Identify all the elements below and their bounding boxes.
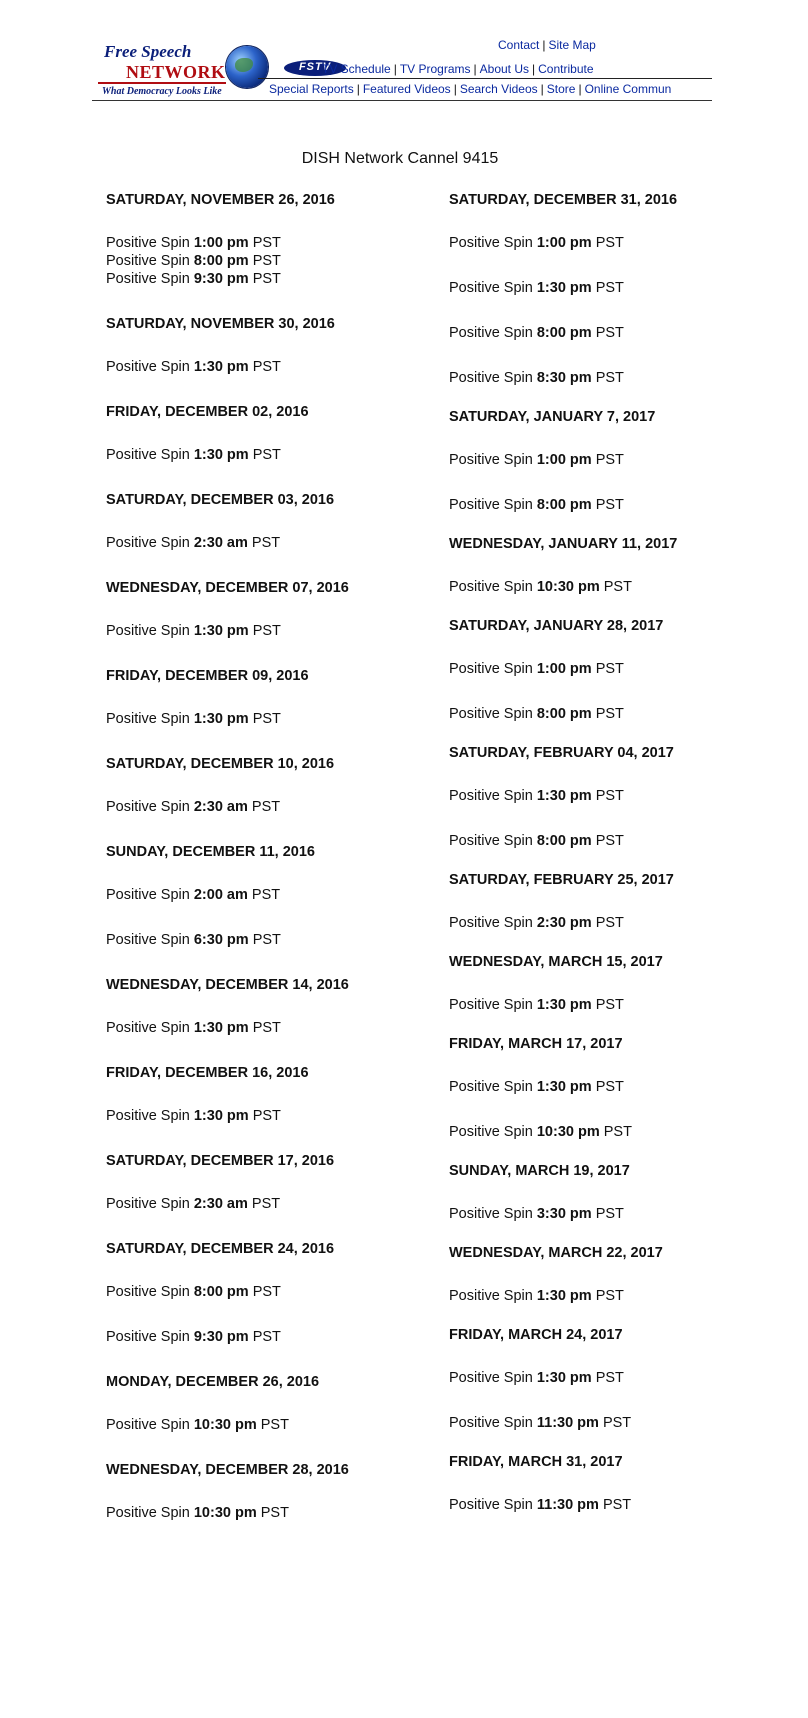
airing-time: 8:00 pm (536, 325, 592, 341)
schedule-date-heading: FRIDAY, DECEMBER 09, 2016 (106, 668, 309, 684)
nav-separator: | (453, 82, 457, 96)
schedule-airing (106, 1020, 281, 1036)
schedule-date-heading: WEDNESDAY, DECEMBER 28, 2016 (106, 1462, 349, 1478)
airing-time: 1:30 pm (193, 623, 249, 639)
schedule-airing (106, 623, 281, 639)
schedule-date-heading: SUNDAY, DECEMBER 11, 2016 (106, 844, 315, 860)
nav-secondary (269, 82, 671, 96)
nav-link-contact[interactable]: Contact (498, 38, 540, 52)
timezone-label: PST (599, 1124, 632, 1140)
nav-link-tv-programs[interactable]: TV Programs (399, 62, 471, 76)
airing-time: 1:30 pm (193, 1108, 249, 1124)
airing-time: 1:30 pm (536, 1079, 592, 1095)
nav-separator: | (542, 38, 546, 52)
airing-time: 3:30 pm (536, 1206, 592, 1222)
schedule-airing (449, 997, 624, 1013)
airing-time: 2:30 am (193, 1196, 248, 1212)
schedule-airing (106, 1108, 281, 1124)
timezone-label: PST (248, 359, 281, 375)
schedule-date-heading: FRIDAY, DECEMBER 02, 2016 (106, 404, 309, 420)
schedule-airing (449, 1124, 632, 1140)
nav-link-featured-videos[interactable]: Featured Videos (362, 82, 451, 96)
nav-link-contribute[interactable]: Contribute (538, 62, 594, 76)
schedule-airing (106, 1196, 280, 1212)
schedule-date-heading: WEDNESDAY, MARCH 15, 2017 (449, 954, 663, 970)
site-header (92, 38, 712, 116)
program-name: Positive Spin (449, 1288, 537, 1304)
schedule-date-heading: WEDNESDAY, MARCH 22, 2017 (449, 1245, 663, 1261)
airing-time: 8:30 pm (536, 370, 592, 386)
schedule-date-heading: SATURDAY, NOVEMBER 26, 2016 (106, 192, 335, 208)
program-name: Positive Spin (106, 799, 194, 815)
program-name: Positive Spin (449, 833, 537, 849)
program-name: Positive Spin (106, 535, 194, 551)
program-name: Positive Spin (106, 271, 194, 287)
schedule-airing (106, 1505, 289, 1521)
schedule-airing (449, 1079, 624, 1095)
schedule-airing (106, 253, 281, 269)
logo-divider (98, 82, 226, 84)
airing-time: 1:30 pm (536, 1370, 592, 1386)
airing-time: 2:00 am (193, 887, 248, 903)
program-name: Positive Spin (449, 370, 537, 386)
schedule-date-heading: FRIDAY, MARCH 24, 2017 (449, 1327, 623, 1343)
airing-time: 8:00 pm (536, 497, 592, 513)
schedule-airing (449, 370, 624, 386)
timezone-label: PST (591, 1288, 624, 1304)
program-name: Positive Spin (449, 788, 537, 804)
schedule-airing (106, 1329, 281, 1345)
program-name: Positive Spin (106, 1329, 194, 1345)
schedule-airing (449, 706, 624, 722)
airing-time: 1:30 pm (536, 280, 592, 296)
airing-time: 10:30 pm (536, 579, 600, 595)
channel-title-text: DISH Network Cannel 9415 (301, 150, 499, 167)
airing-time: 1:30 pm (193, 447, 249, 463)
schedule-date-heading: FRIDAY, DECEMBER 16, 2016 (106, 1065, 309, 1081)
schedule-airing (106, 887, 280, 903)
schedule-airing (106, 711, 281, 727)
schedule-date-heading: FRIDAY, MARCH 17, 2017 (449, 1036, 623, 1052)
timezone-label: PST (599, 579, 632, 595)
airing-time: 8:00 pm (193, 253, 249, 269)
schedule-airing (106, 235, 281, 251)
program-name: Positive Spin (449, 1079, 537, 1095)
timezone-label: PST (591, 497, 624, 513)
timezone-label: PST (256, 1417, 289, 1433)
timezone-label: PST (591, 1206, 624, 1222)
airing-time: 1:00 pm (193, 235, 249, 251)
schedule-airing (449, 833, 624, 849)
airing-time: 1:30 pm (193, 1020, 249, 1036)
schedule-date-heading: SATURDAY, FEBRUARY 25, 2017 (449, 872, 674, 888)
airing-time: 1:00 pm (536, 235, 592, 251)
airing-time: 8:00 pm (536, 833, 592, 849)
header-bottom-rule (92, 100, 712, 101)
airing-time: 8:00 pm (193, 1284, 249, 1300)
program-name: Positive Spin (106, 1108, 194, 1124)
airing-time: 10:30 pm (193, 1417, 257, 1433)
nav-separator: | (393, 62, 397, 76)
nav-separator: | (578, 82, 582, 96)
schedule-airing (449, 280, 624, 296)
schedule-airing (106, 359, 281, 375)
schedule-airing (449, 915, 624, 931)
logo-network: NETWORK (126, 62, 226, 82)
globe-icon (226, 46, 268, 88)
airing-time: 1:30 pm (536, 1288, 592, 1304)
timezone-label: PST (248, 932, 281, 948)
timezone-label: PST (591, 235, 624, 251)
timezone-label: PST (248, 235, 281, 251)
nav-main (322, 62, 594, 76)
nav-top (498, 38, 596, 52)
program-name: Positive Spin (449, 1497, 537, 1513)
schedule-airing (106, 447, 281, 463)
airing-time: 1:30 pm (536, 788, 592, 804)
program-name: Positive Spin (449, 1415, 537, 1431)
timezone-label: PST (248, 271, 281, 287)
timezone-label: PST (248, 1329, 281, 1345)
airing-time: 10:30 pm (193, 1505, 257, 1521)
timezone-label: PST (591, 833, 624, 849)
schedule-airing (449, 325, 624, 341)
program-name: Positive Spin (449, 497, 537, 513)
fstv-badge-text: FSTV (298, 61, 332, 73)
schedule-airing (449, 1415, 631, 1431)
nav-link-about-us[interactable]: About Us (479, 62, 530, 76)
schedule-airing (449, 579, 632, 595)
nav-link-store[interactable]: Store (546, 82, 576, 96)
schedule-airing (449, 661, 624, 677)
schedule-airing (449, 497, 624, 513)
program-name: Positive Spin (106, 932, 194, 948)
program-name: Positive Spin (106, 887, 194, 903)
program-name: Positive Spin (449, 579, 537, 595)
timezone-label: PST (248, 1020, 281, 1036)
airing-time: 1:30 pm (193, 711, 249, 727)
schedule-date-heading: FRIDAY, MARCH 31, 2017 (449, 1454, 623, 1470)
airing-time: 11:30 pm (536, 1497, 599, 1513)
schedule-date-heading: SATURDAY, DECEMBER 03, 2016 (106, 492, 335, 508)
airing-time: 1:00 pm (536, 661, 592, 677)
schedule-airing (106, 1417, 289, 1433)
airing-time: 1:30 pm (193, 359, 249, 375)
timezone-label: PST (591, 452, 624, 468)
schedule-airing (449, 788, 624, 804)
timezone-label: PST (591, 915, 624, 931)
schedule-airing (106, 271, 281, 287)
nav-link-search-videos[interactable]: Search Videos (459, 82, 538, 96)
airing-time: 2:30 pm (536, 915, 592, 931)
timezone-label: PST (591, 280, 624, 296)
schedule-date-heading: SATURDAY, JANUARY 28, 2017 (449, 618, 664, 634)
schedule-date-heading: SATURDAY, DECEMBER 24, 2016 (106, 1241, 335, 1257)
schedule-date-heading: SATURDAY, DECEMBER 17, 2016 (106, 1153, 335, 1169)
timezone-label: PST (248, 1108, 281, 1124)
schedule-date-heading: WEDNESDAY, JANUARY 11, 2017 (449, 536, 678, 552)
program-name: Positive Spin (449, 1206, 537, 1222)
program-name: Positive Spin (449, 1124, 537, 1140)
timezone-label: PST (591, 370, 624, 386)
airing-time: 9:30 pm (193, 1329, 249, 1345)
schedule-airing (449, 1497, 631, 1513)
timezone-label: PST (256, 1505, 289, 1521)
program-name: Positive Spin (106, 1417, 194, 1433)
timezone-label: PST (591, 788, 624, 804)
airing-time: 6:30 pm (193, 932, 249, 948)
timezone-label: PST (248, 711, 281, 727)
schedule-airing (449, 1288, 624, 1304)
timezone-label: PST (591, 706, 624, 722)
program-name: Positive Spin (449, 706, 537, 722)
schedule-date-heading: SATURDAY, DECEMBER 31, 2016 (449, 192, 678, 208)
program-name: Positive Spin (449, 235, 537, 251)
program-name: Positive Spin (106, 447, 194, 463)
program-name: Positive Spin (106, 1505, 194, 1521)
program-name: Positive Spin (106, 359, 194, 375)
schedule-date-heading: SATURDAY, FEBRUARY 04, 2017 (449, 745, 674, 761)
logo-tagline: What Democracy Looks Like (102, 86, 222, 97)
airing-time: 10:30 pm (536, 1124, 600, 1140)
schedule-airing (449, 452, 624, 468)
free-speech-network-logo[interactable] (92, 38, 272, 108)
schedule-date-heading: SATURDAY, DECEMBER 10, 2016 (106, 756, 335, 772)
timezone-label: PST (247, 799, 281, 815)
program-name: Positive Spin (106, 1196, 194, 1212)
logo-title: Free Speech (104, 42, 192, 61)
timezone-label: PST (247, 535, 281, 551)
airing-time: 9:30 pm (193, 271, 249, 287)
nav-separator: | (532, 62, 536, 76)
program-name: Positive Spin (106, 1284, 194, 1300)
schedule-airing (449, 235, 624, 251)
channel-title (0, 150, 808, 168)
timezone-label: PST (591, 1079, 624, 1095)
timezone-label: PST (591, 661, 624, 677)
program-name: Positive Spin (449, 325, 537, 341)
timezone-label: PST (248, 253, 281, 269)
timezone-label: PST (247, 887, 281, 903)
schedule-airing (449, 1370, 624, 1386)
timezone-label: PST (591, 997, 624, 1013)
schedule-date-heading: SUNDAY, MARCH 19, 2017 (449, 1163, 630, 1179)
header-divider (258, 78, 712, 79)
nav-link-site-map[interactable]: Site Map (548, 38, 596, 52)
nav-separator: | (540, 82, 544, 96)
timezone-label: PST (248, 623, 281, 639)
program-name: Positive Spin (106, 253, 194, 269)
schedule-date-heading: WEDNESDAY, DECEMBER 14, 2016 (106, 977, 349, 993)
program-name: Positive Spin (106, 235, 194, 251)
timezone-label: PST (598, 1415, 632, 1431)
program-name: Positive Spin (449, 661, 537, 677)
schedule-date-heading: SATURDAY, JANUARY 7, 2017 (449, 409, 656, 425)
program-name: Positive Spin (449, 280, 537, 296)
schedule-airing (106, 799, 280, 815)
schedule-date-heading: WEDNESDAY, DECEMBER 07, 2016 (106, 580, 349, 596)
airing-time: 1:30 pm (536, 997, 592, 1013)
timezone-label: PST (248, 1284, 281, 1300)
timezone-label: PST (591, 325, 624, 341)
program-name: Positive Spin (449, 915, 537, 931)
timezone-label: PST (248, 447, 281, 463)
nav-link-tv-schedule[interactable]: TV Schedule (322, 62, 391, 76)
nav-link-online-community[interactable]: Online Commun (584, 82, 672, 96)
schedule-date-heading: MONDAY, DECEMBER 26, 2016 (106, 1374, 320, 1390)
program-name: Positive Spin (449, 1370, 537, 1386)
program-name: Positive Spin (449, 997, 537, 1013)
schedule-airing (106, 1284, 281, 1300)
timezone-label: PST (247, 1196, 281, 1212)
schedule-airing (106, 932, 281, 948)
timezone-label: PST (598, 1497, 632, 1513)
schedule-airing (449, 1206, 624, 1222)
program-name: Positive Spin (449, 452, 537, 468)
program-name: Positive Spin (106, 711, 194, 727)
timezone-label: PST (591, 1370, 624, 1386)
airing-time: 1:00 pm (536, 452, 592, 468)
program-name: Positive Spin (106, 623, 194, 639)
nav-separator: | (473, 62, 477, 76)
schedule-airing (106, 535, 280, 551)
airing-time: 11:30 pm (536, 1415, 599, 1431)
airing-time: 2:30 am (193, 799, 248, 815)
airing-time: 8:00 pm (536, 706, 592, 722)
airing-time: 2:30 am (193, 535, 248, 551)
nav-link-special-reports[interactable]: Special Reports (269, 82, 354, 96)
nav-separator: | (356, 82, 360, 96)
program-name: Positive Spin (106, 1020, 194, 1036)
schedule-date-heading: SATURDAY, NOVEMBER 30, 2016 (106, 316, 335, 332)
